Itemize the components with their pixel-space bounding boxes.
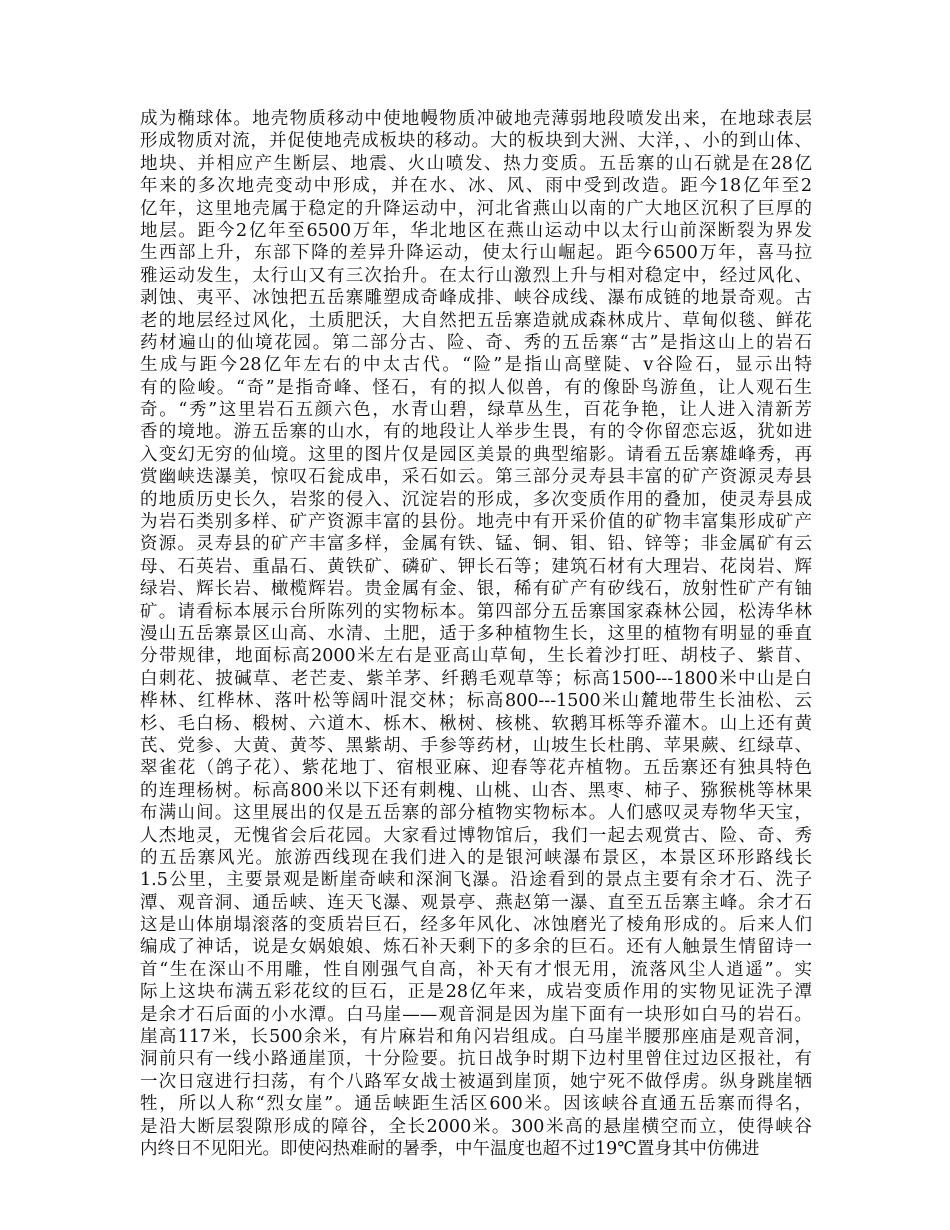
text-line: 生成与距今28亿年左右的中太古代。“险”是指山高壁陡、v谷险石，显示出特 [140,355,812,376]
text-line: 是余才石后面的小水潭。白马崖——观音洞是因为崖下面有一块形如白马的岩石。 [140,1004,812,1025]
text-line: 牲，所以人称“烈女崖”。通岳峡距生活区600米。因该峡谷直通五岳寨而得名， [140,1094,812,1115]
text-line: 资源。灵寿县的矿产丰富多样，金属有铁、锰、铜、钼、铅、锌等；非金属矿有云 [140,534,812,555]
text-line: 一次日寇进行扫荡，有个八路军女战士被逼到崖顶，她宁死不做俘虏。纵身跳崖牺 [140,1071,812,1092]
text-line: 的五岳寨风光。旅游西线现在我们进入的是银河峡瀑布景区，本景区环形路线长 [140,847,812,868]
text-line: 剥蚀、夷平、冰蚀把五岳寨雕塑成奇峰成排、峡谷成线、瀑布成链的地景奇观。古 [140,288,812,309]
text-line: 首“生在深山不用雕，性自刚强气自高，补天有才恨无用，流落风尘人逍遥”。实 [140,959,812,980]
text-line: 翠雀花（鸽子花）、紫花地丁、宿根亚麻、迎春等花卉植物。五岳寨还有独具特色 [140,758,812,779]
text-line: 亿年，这里地壳属于稳定的升降运动中，河北省燕山以南的广大地区沉积了巨厚的 [140,198,812,219]
text-line: 香的境地。游五岳寨的山水，有的地段让人举步生畏，有的令你留恋忘返，犹如进 [140,422,812,443]
text-line: 年来的多次地壳变动中形成，并在水、冰、风、雨中受到改造。距今18亿年至2 [140,176,812,197]
text-line: 绿岩、辉长岩、橄榄辉岩。贵金属有金、银，稀有矿产有矽线石，放射性矿产有铀 [140,579,812,600]
text-line: 的地质历史长久，岩浆的侵入、沉淀岩的形成，多次变质作用的叠加，使灵寿县成 [140,489,812,510]
text-line: 雅运动发生，太行山又有三次抬升。在太行山激烈上升与相对稳定中，经过风化、 [140,265,812,286]
text-line: 际上这块布满五彩花纹的巨石，正是28亿年来，成岩变质作用的实物见证洗子潭 [140,982,812,1003]
text-line: 是沿大断层裂隙形成的障谷，全长2000米。300米高的悬崖横空而立，使得峡谷 [140,1116,812,1137]
text-line: 桦林、红桦林、落叶松等阔叶混交林；标高800---1500米山麓地带生长油松、云 [140,691,812,712]
text-line: 编成了神话，说是女娲娘娘、炼石补天剩下的多余的巨石。还有人触景生情留诗一 [140,937,812,958]
text-line: 崖高117米，长500余米，有片麻岩和角闪岩组成。白马崖半腰那座庙是观音洞， [140,1027,812,1048]
text-line: 赏幽峡迭瀑美，惊叹石瓮成串，采石如云。第三部分灵寿县丰富的矿产资源灵寿县 [140,467,812,488]
text-line: 杉、毛白杨、椴树、六道木、栎木、楸树、核桃、软鹅耳栎等乔灌木。山上还有黄 [140,713,812,734]
text-line: 成为椭球体。地壳物质移动中使地幔物质冲破地壳薄弱地段喷发出来，在地球表层 [140,109,812,129]
text-line: 人杰地灵，无愧省会后花园。大家看过博物馆后，我们一起去观赏古、险、奇、秀 [140,825,812,846]
text-line: 形成物质对流，并促使地壳成板块的移动。大的板块到大洲、大洋，、小的到山体、 [140,131,812,152]
text-line: 奇。“秀”这里岩石五颜六色，水青山碧，绿草丛生，百花争艳，让人进入清新芳 [140,400,812,421]
text-line: 潭、观音洞、通岳峡、连天飞瀑、观景亭、燕赵第一瀑、直至五岳寨主峰。余才石 [140,892,812,913]
text-line: 布满山间。这里展出的仅是五岳寨的部分植物实物标本。人们感叹灵寿物华天宝， [140,803,812,824]
text-line: 分带规律，地面标高2000米左右是亚高山草甸，生长着沙打旺、胡枝子、紫苜、 [140,646,812,667]
text-line: 药材遍山的仙境花园。第二部分古、险、奇、秀的五岳寨“古”是指这山上的岩石 [140,332,812,353]
text-line: 矿。请看标本展示台所陈列的实物标本。第四部分五岳寨国家森林公园，松涛华林 [140,601,812,622]
text-line: 入变幻无穷的仙境。这里的图片仅是园区美景的典型缩影。请看五岳寨雄峰秀，再 [140,444,812,465]
text-line: 老的地层经过风化，土质肥沃，大自然把五岳寨造就成森林成片、草甸似毯、鲜花 [140,310,812,331]
text-line: 芪、党参、大黄、黄芩、黑紫胡、手参等药材，山坡生长杜鹃、苹果蕨、红绿草、 [140,735,812,756]
text-line: 有的险峻。“奇”是指奇峰、怪石，有的拟人似兽，有的像卧鸟游鱼，让人观石生 [140,377,812,398]
text-line: 的连理杨树。标高800米以下还有刺槐、山桃、山杏、黑枣、柿子、猕猴桃等林果 [140,780,812,801]
text-line: 地块、并相应产生断层、地震、火山喷发、热力变质。五岳寨的山石就是在28亿 [140,153,812,174]
text-line: 白刺花、披碱草、老芒麦、紫羊茅、纤鹅毛观草等；标高1500---1800米中山是白 [140,668,812,689]
text-line: 1.5公里，主要景观是断崖奇峡和深涧飞瀑。沿途看到的景点主要有余才石、洗子 [140,870,812,891]
text-line: 洞前只有一线小路通崖顶，十分险要。抗日战争时期下边村里曾住过边区报社，有 [140,1049,812,1070]
document-page [140,108,812,1160]
text-line: 为岩石类别多样、矿产资源丰富的县份。地壳中有开采价值的矿物丰富集形成矿产 [140,512,812,533]
text-line: 生西部上升，东部下降的差异升降运动，使太行山崛起。距今6500万年，喜马拉 [140,243,812,264]
text-line: 地层。距今2亿年至6500万年，华北地区在燕山运动中以太行山前深断裂为界发 [140,220,812,241]
text-line: 内终日不见阳光。即使闷热难耐的暑季，中午温度也超不过19℃置身其中仿佛进 [140,1138,760,1159]
text-line: 母、石英岩、重晶石、黄铁矿、磷矿、钾长石等；建筑石材有大理岩、花岗岩、辉 [140,556,812,577]
text-line: 漫山五岳寨景区山高、水清、土肥，适于多种植物生长，这里的植物有明显的垂直 [140,623,812,644]
text-line: 这是山体崩塌滚落的变质岩巨石，经多年风化、冰蚀磨光了棱角形成的。后来人们 [140,915,812,936]
